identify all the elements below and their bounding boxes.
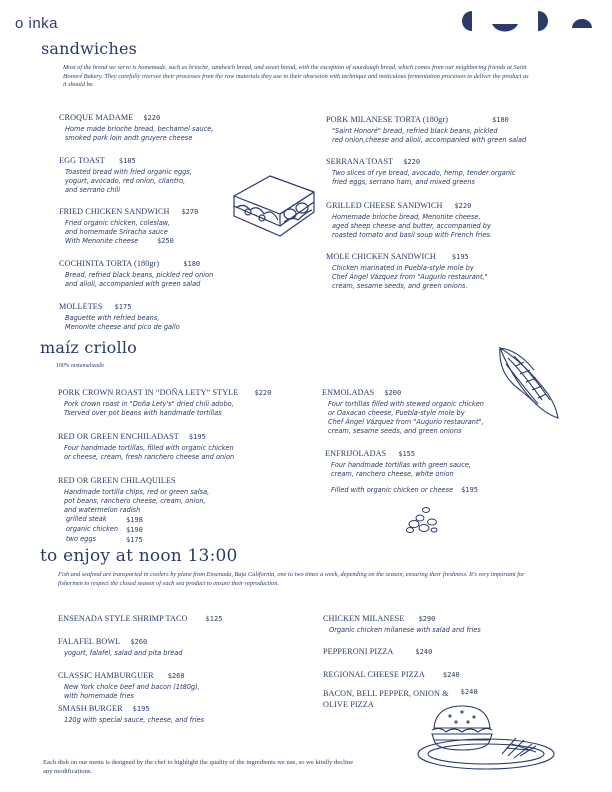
item-name: FALAFEL BOWL (58, 637, 121, 646)
item-price: $195 (451, 253, 469, 261)
corn-illustration (494, 344, 564, 422)
menu-item (323, 608, 481, 635)
option-price: $175 (126, 536, 143, 544)
option-label: organic chicken (66, 525, 119, 533)
item-description: Chicken marinated in Puebla-style mole by Chef Ángel Vázquez from "Augurio restaurant," cream, sesame seeds, and green onions. (332, 264, 488, 290)
item-name: BACON, BELL PEPPER, ONION & OLIVE PIZZA (323, 689, 449, 709)
item-name: EGG TOAST (59, 156, 105, 165)
menu-item (59, 253, 213, 289)
item-description: Organic chicken milanese with salad and fries (329, 626, 481, 634)
beans-illustration (402, 500, 442, 536)
item-name: FRIED CHICKEN SANDWICH (59, 207, 170, 216)
item-name: REGIONAL CHEESE PIZZA (323, 670, 425, 679)
menu-item (326, 246, 488, 291)
item-description-extra: Filled with organic chicken or cheese (331, 486, 454, 494)
item-price: $240 (415, 648, 433, 656)
item-name: GRILLED CHEESE SANDWICH (326, 201, 443, 210)
item-name: MOLLETES (59, 302, 103, 311)
menu-item (58, 665, 200, 701)
option-label: two eggs (66, 535, 96, 543)
menu-item (326, 151, 515, 187)
item-extra-price: $195 (461, 486, 478, 494)
item-name: PORK CROWN ROAST IN “DOÑA LETY” STYLE (58, 388, 239, 397)
item-description: Homemade brioche bread, Menonite cheese, aged sheep cheese and butter, accompanied by roasted tomato and basil soup with French fries. (332, 213, 492, 239)
option-price: $198 (126, 516, 143, 524)
item-price: $175 (114, 303, 132, 311)
item-name: MOLE CHICKEN SANDWICH (326, 252, 436, 261)
item-options (66, 515, 209, 545)
section-subtitle: 100% nixtamalizado (56, 363, 104, 369)
item-name: PEPPERONI PIZZA (323, 647, 394, 656)
header-icons (460, 8, 600, 38)
option-label: grilled steak (66, 515, 107, 523)
item-description: Fried organic chicken, coleslaw, and homemade Sriracha sauce With Menonite cheese (65, 219, 170, 245)
menu-item (59, 296, 180, 332)
section-title-maiz: maíz criollo (40, 338, 137, 357)
item-extra (331, 479, 478, 497)
menu-item (58, 608, 222, 626)
item-price: $180 (492, 116, 509, 124)
noon-intro: Fish and seafood are transported in coolers by plane from Ensenada, Baja California, one to two times a week, depending on the season, ensuring their freshness. It's very important for fishermen to respect the closed season of each sea product to ensure their reproduction. (58, 571, 525, 587)
item-price: $240 (442, 671, 460, 679)
item-price: $220 (403, 158, 421, 166)
item-description: Pork crown roast in "Doña Lety's" dried chili adobo, Tserved over pot beans with handmade tortillas (64, 400, 234, 417)
item-name: ENSENADA STYLE SHRIMP TACO (58, 614, 188, 623)
item-price: $195 (188, 433, 206, 441)
item-description: Home made brioche bread, bechamel sauce, smoked pork loin andt gruyere cheese (65, 125, 214, 142)
item-name: COCHINITA TORTA (180gr) (59, 259, 160, 268)
item-name: ENMOLADAS (322, 388, 375, 397)
item-price: $125 (205, 615, 223, 623)
item-description: Baguette with refried beans, Menonite cheese and pico de gallo (65, 314, 180, 331)
item-name: RED OR GREEN ENCHILADAST (58, 432, 179, 441)
half-circle-icon (462, 11, 472, 31)
item-description: 120g with special sauce, cheese, and fries (64, 716, 205, 724)
menu-item (326, 195, 492, 240)
menu-item (59, 107, 213, 143)
section-title-sandwiches: sandwiches (41, 39, 138, 58)
menu-item (58, 382, 271, 418)
section-title-noon: to enjoy at noon 13:00 (40, 546, 238, 566)
item-description: Bread, refried black beans, pickled red onion and alioli, accompanied with green salad (65, 271, 214, 288)
item-name: CROQUE MADAME (59, 113, 134, 122)
item-body (59, 219, 198, 246)
dome-icon (492, 24, 518, 32)
item-price: $240 (460, 688, 478, 696)
item-description: Toasted bread with fried organic eggs, yogurt, avocado, red onion, cilantro, and serrano chili (65, 168, 192, 194)
item-description: Two slices of rye bread, avocado, hemp, tender organic fried eggs, serrano ham, and mixed greens (332, 169, 516, 186)
half-circle-icon (538, 11, 548, 31)
item-description: New York choice beef and bacon (1t80g), with homemade fries (64, 683, 200, 700)
item-extra-price: $250 (157, 237, 174, 245)
item-price: $220 (454, 202, 472, 210)
menu-item (59, 201, 198, 246)
sandwich-illustration (228, 170, 320, 238)
menu-item (59, 150, 192, 195)
menu-item (323, 664, 460, 682)
item-description: "Saint Honoré" bread, refried black beans, pickled red onion,cheese and alioli, accompanied with green salad (332, 127, 527, 144)
option-price: $190 (126, 526, 143, 534)
item-description: Handmade tortilla chips, red or green salsa, pot beans, ranchero cheese, cream, onion, and watermelon radish (64, 488, 210, 514)
menu-item (325, 443, 478, 497)
dome-icon (572, 19, 592, 28)
item-description: Four tortillas filled with stewed organic chicken or Oaxacan cheese, Puebla-style mole by Chef Ángel Vázquez from "Augurio restaurant", cream, sesame seeds, and green onions (328, 400, 484, 435)
item-description: yogurt, falafel, salad and pita bread (64, 649, 183, 657)
item-price: $260 (130, 638, 148, 646)
item-price: $180 (183, 260, 201, 268)
menu-item (58, 426, 234, 462)
item-price: $195 (132, 705, 150, 713)
menu-item (58, 698, 204, 725)
burger-fries-illustration (416, 700, 558, 774)
item-price: $155 (398, 450, 416, 458)
item-name: SMASH BURGER (58, 704, 123, 713)
item-price: $260 (167, 672, 185, 680)
item-price: $185 (118, 157, 136, 165)
item-price: $290 (418, 615, 436, 623)
item-price: $270 (181, 208, 199, 216)
footer-note: Each dish on our menu is designed by the chef to highlight the quality of the ingredients we use, so we kindly decline any modifications. (43, 759, 354, 776)
item-name: RED OR GREEN CHILAQUILES (58, 476, 176, 485)
item-price: $220 (143, 114, 161, 122)
item-name: SERRANA TOAST (326, 157, 394, 166)
menu-item (322, 382, 484, 436)
item-description: Four handmade tortillas, filled with organic chicken or cheese, cream, fresh ranchero cheese and onion (64, 444, 235, 461)
item-price: $220 (254, 389, 272, 397)
menu-item (323, 641, 432, 659)
brand-logo: o inka (15, 15, 59, 32)
menu-item (326, 109, 526, 145)
item-description: Four handmade tortillas with green sauce, cream, ranchero cheese, white onion (331, 461, 471, 478)
item-name: CHICKEN MILANESE (323, 614, 405, 623)
item-name: ENFRIJOLADAS (325, 449, 387, 458)
menu-item (58, 631, 182, 658)
item-name: PORK MILANESE TORTA (180gr) (326, 115, 449, 124)
item-price: $200 (384, 389, 402, 397)
item-name: CLASSIC HAMBURGUER (58, 671, 154, 680)
menu-item (58, 470, 209, 545)
sandwiches-intro: Most of the bread we serve is homemade, such as brioche, sandwich bread, and sweet bread, with the exception of sourdough bread, which comes from our neighboring friends at Saint Honoré Bakery. They carefully oversee their processes from the raw materials they use to their obsession with technique and meticulous fermentation processes to deliver the product as it should be. (63, 64, 529, 89)
